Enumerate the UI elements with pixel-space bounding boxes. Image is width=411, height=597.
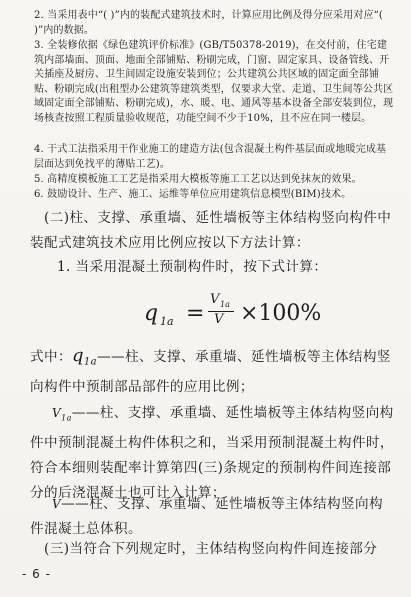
note-6-text: 6. 鼓励设计、生产、施工、运维等单位应用建筑信息模型(BIM)技术。	[34, 189, 352, 200]
section-three-start-text: (三)当符合下列规定时，主体结构竖向构件间连接部分	[44, 541, 378, 557]
formula-lhs: q	[144, 301, 159, 326]
section-three-start	[30, 537, 395, 562]
item-1	[30, 255, 395, 280]
where-v-definition	[30, 492, 395, 541]
where-v-text: ——柱、支撑、承重墙、延性墙板等主体结构竖向构件混凝土总体积。	[30, 496, 383, 537]
page-number: - 6 -	[22, 567, 51, 581]
where-v1a-definition	[30, 401, 395, 505]
section-two-heading	[30, 206, 395, 255]
formula-q1a	[130, 289, 330, 339]
note-4	[34, 143, 394, 172]
where-v1a-symbol: V	[52, 406, 62, 420]
formula-denominator: V	[214, 312, 224, 327]
where-v-symbol: V	[52, 497, 62, 511]
note-2-text: 2. 当采用表中“( )”内的装配式建筑技术时，计算应用比例及得分应采用对应“( )”内的数据。	[34, 10, 383, 36]
formula-rest: ×100%	[240, 301, 322, 326]
note-2	[34, 9, 394, 38]
formula-numerator-sub: 1a	[220, 300, 230, 309]
where-q-sub: 1a	[83, 356, 98, 368]
where-v1a-text: ——柱、支撑、承重墙、延性墙板等主体结构竖向构件中预制混凝土构件体积之和，当采用预制混凝土构件时，符合本细则装配率计算第四(三)条规定的预制构件间连接部分的后浇混凝土也可计入计算；	[30, 405, 394, 501]
formula-numerator: V	[210, 292, 220, 307]
note-5	[34, 173, 394, 188]
note-4-text: 4. 干式工法指采用干作业施工的建造方法(包含混凝土构件基层面或地暖完成基层面达到免找平的薄贴工艺)。	[34, 144, 387, 170]
section-two-heading-text: (二)柱、支撑、承重墙、延性墙板等主体结构竖向构件中装配式建筑技术应用比例应按以下方法计算：	[30, 210, 392, 251]
where-q-definition	[30, 344, 395, 400]
where-q-symbol: q	[71, 345, 84, 366]
note-3-text: 3. 全装修依据《绿色建筑评价标准》(GB/T50378-2019)，在交付前，住宅建筑内部墙面、顶面、地面全部铺贴、粉刷完成，门窗、固定家具、设备管线、开关插座及厨房、卫生间固定设施安装到位；公共建筑公共区域的固定面全部铺贴、粉刷完成(出租型办公建筑等建筑类型，仅要求大堂、走道、卫生间等公共区域固定面全部铺贴、粉刷完成)，水、暖、电、通风等基本设备全部安装到位，现场核查按照工程质量验收规范，功能空间不少于10%，且不应在同一楼层。	[34, 40, 394, 124]
where-q-text: ——柱、支撑、承重墙、延性墙板等主体结构竖向构件中预制部品部件的应用比例；	[30, 349, 391, 396]
note-3	[34, 39, 394, 127]
where-prefix: 式中：	[30, 349, 72, 365]
item-1-text: 1. 当采用混凝土预制构件时，按下式计算：	[57, 259, 328, 275]
note-5-text: 5. 高精度模板施工工艺是指采用大模板等施工工艺以达到免抹灰的效果。	[34, 174, 362, 185]
formula-lhs-sub: 1a	[160, 315, 174, 328]
note-6	[34, 188, 394, 203]
where-v1a-sub: 1a	[61, 413, 72, 423]
formula-equals: =	[186, 301, 205, 326]
